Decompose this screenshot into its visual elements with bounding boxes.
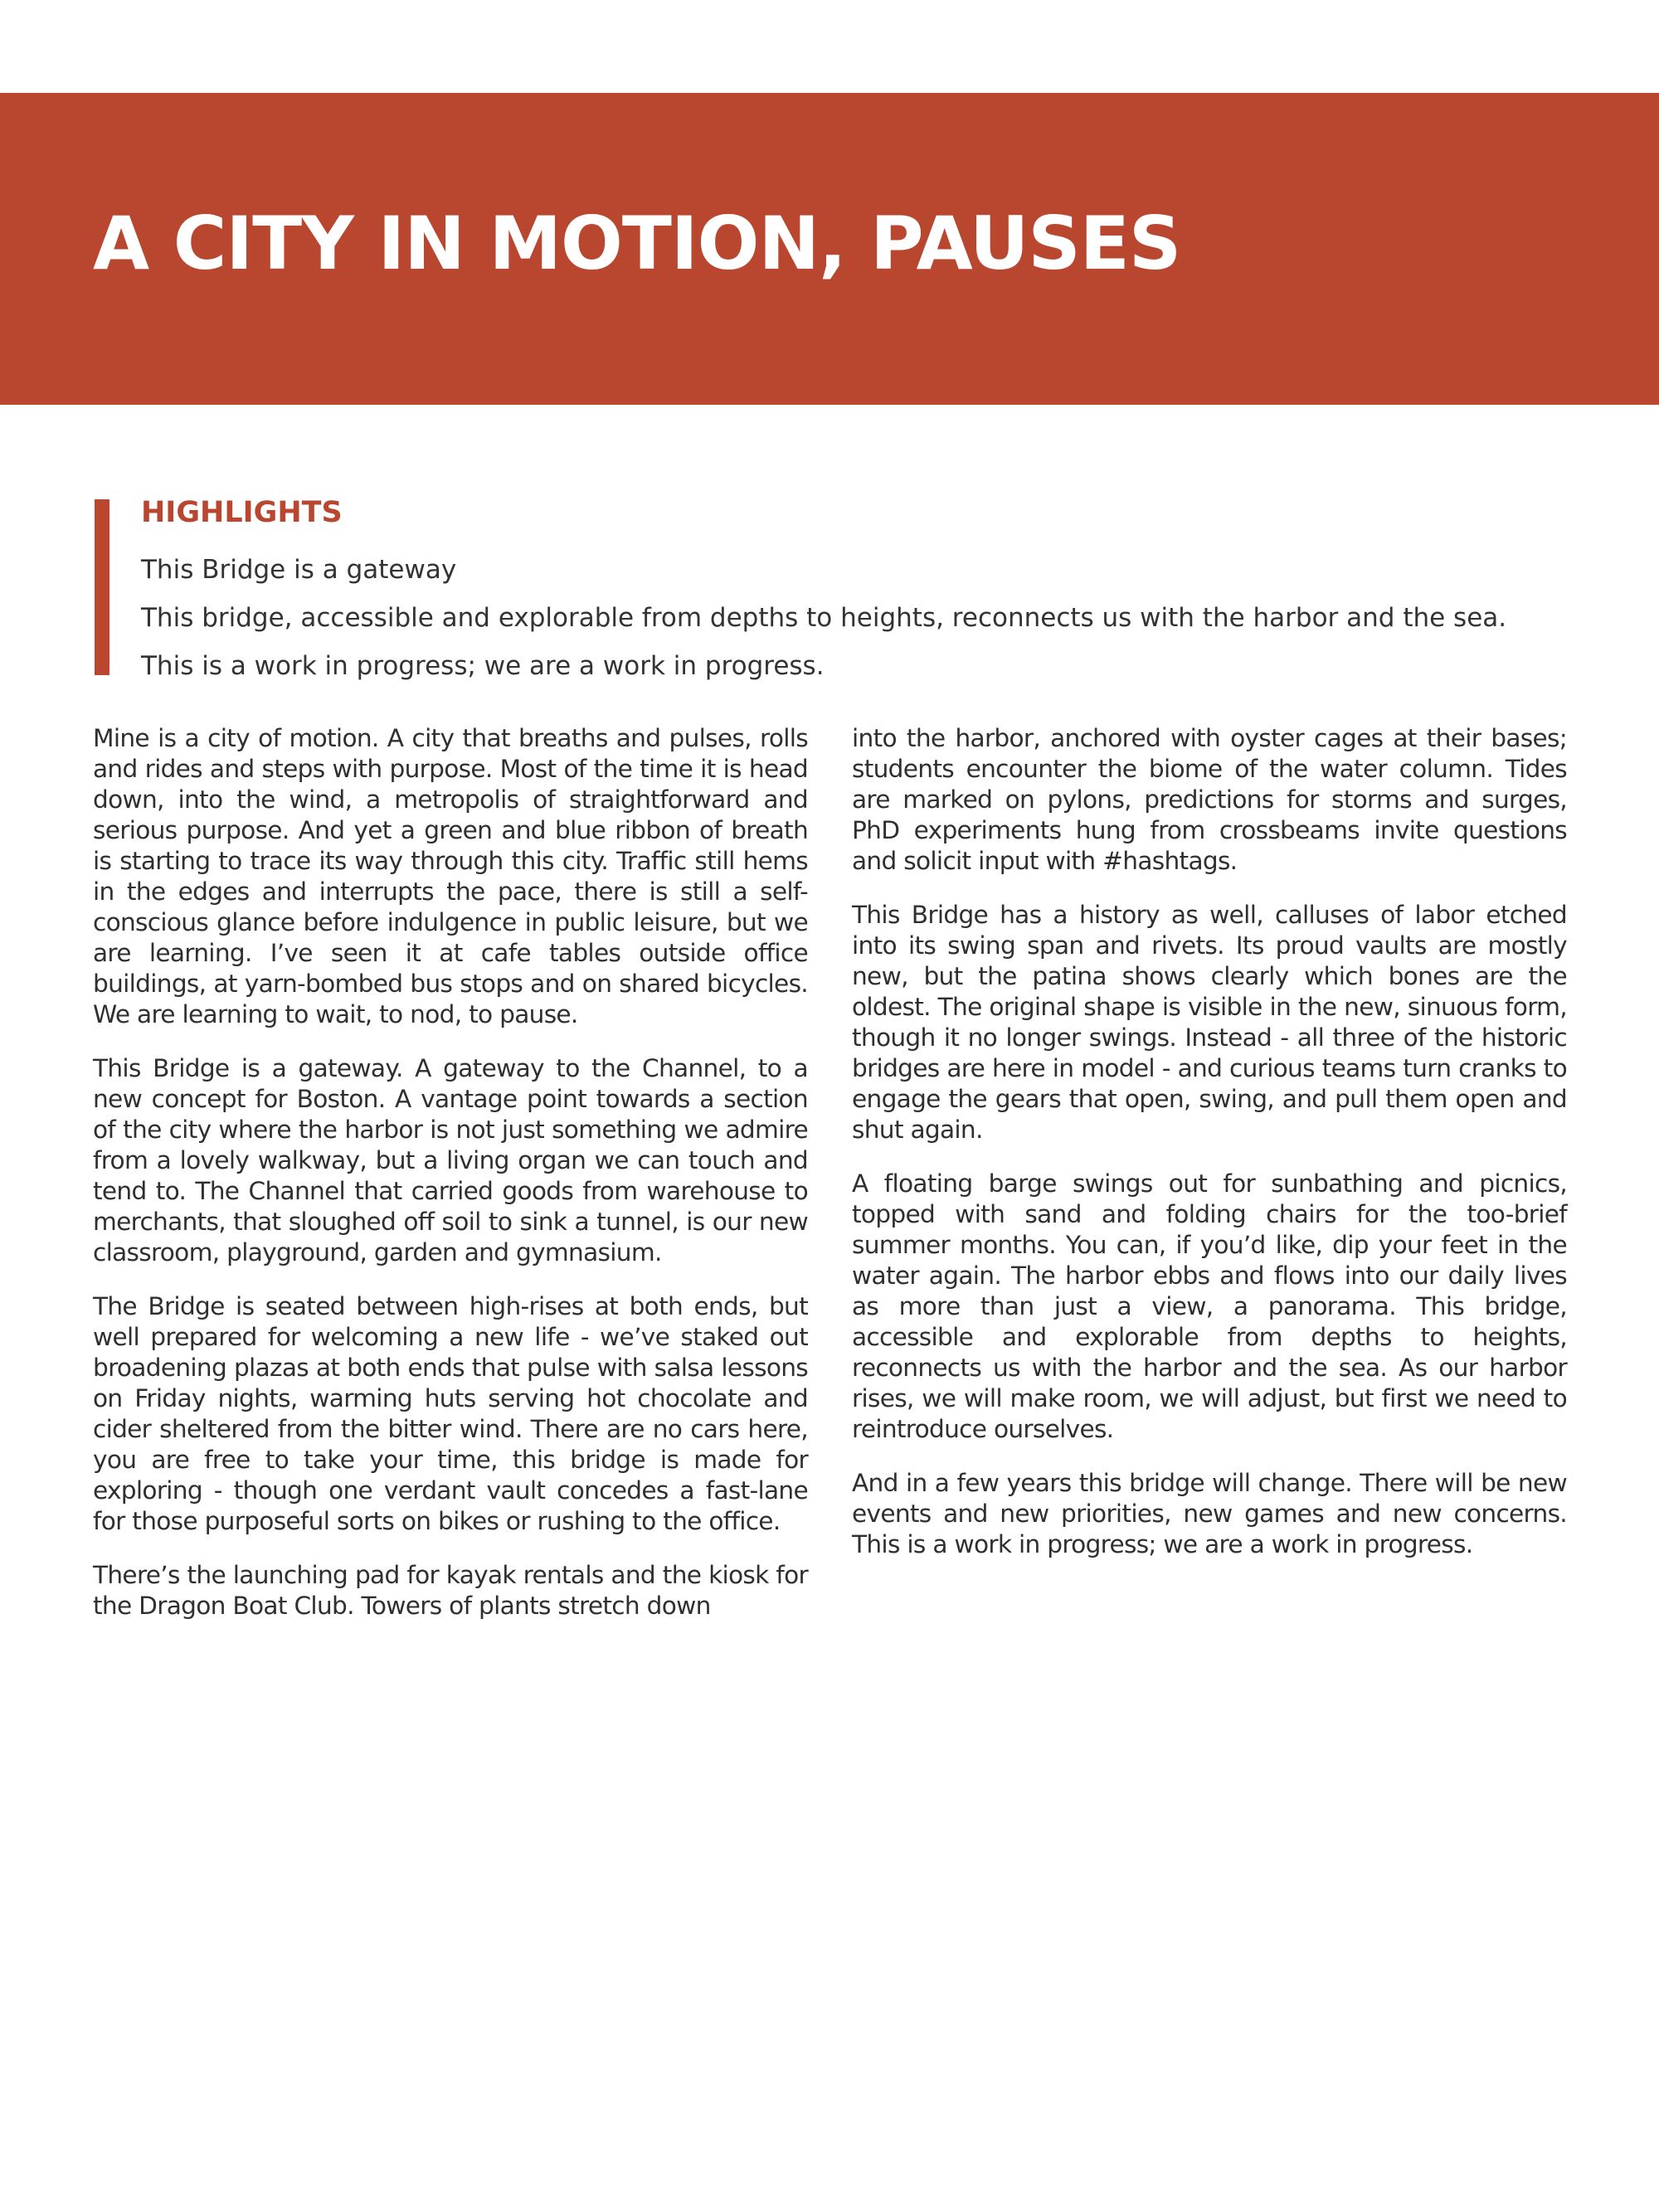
- highlight-item: This Bridge is a gateway: [141, 555, 457, 585]
- body-paragraph: into the harbor, anchored with oyster cages at their bases; students encounter the biome of the water column. Tides are marked on pylons, predictions for storms and surges, PhD experiments hung from crossbeams invite questions and solicit input with #hashtags.: [852, 724, 1567, 875]
- highlight-item: This is a work in progress; we are a work in progress.: [141, 651, 825, 681]
- body-paragraph: This Bridge has a history as well, calluses of labor etched into its swing span and rivets. Its proud vaults are mostly new, but the patina shows clearly which bones are the oldest. The original shape is visible in the new, sinuous form, though it no longer swings. Instead - all three of the historic bridges are here in model - and curious teams turn cranks to engage the gears that open, swing, and pull them open and shut again.: [852, 901, 1567, 1144]
- body-paragraph: A floating barge swings out for sunbathing and picnics, topped with sand and folding chairs for the too-brief summer months. You can, if you’d like, dip your feet in the water again. The harbor ebbs and flows into our daily lives as more than just a view, a panorama. This bridge, accessible and explorable from depths to heights, reconnects us with the harbor and the sea. As our harbor rises, we will make room, we will adjust, but first we need to reintroduce ourselves.: [852, 1169, 1567, 1443]
- body-paragraph: The Bridge is seated between high-rises at both ends, but well prepared for welcoming a new life - we’ve staked out broadening plazas at both ends that pulse with salsa lessons on Friday nights, warming huts serving hot chocolate and cider sheltered from the bitter wind. There are no cars here, you are free to take your time, this bridge is made for exploring - though one verdant vault concedes a fast-lane for those purposeful sorts on bikes or rushing to the office.: [93, 1292, 808, 1535]
- page-title: A CITY IN MOTION, PAUSES: [93, 201, 1181, 286]
- body-column-left: [93, 723, 808, 1645]
- highlights-box: [95, 496, 1588, 681]
- body-paragraph: This Bridge is a gateway. A gateway to the Channel, to a new concept for Boston. A vantage point towards a section of the city where the harbor is not just something we admire from a lovely walkway, but a living organ we can touch and tend to. The Channel that carried goods from warehouse to merchants, that sloughed off soil to sink a tunnel, is our new classroom, playground, garden and gymnasium.: [93, 1054, 808, 1266]
- body-paragraph: There’s the launching pad for kayak rentals and the kiosk for the Dragon Boat Club. Towers of plants stretch down: [93, 1561, 808, 1620]
- highlights-accent-bar: [95, 499, 109, 675]
- body-paragraph: And in a few years this bridge will change. There will be new events and new priorities, new games and new concerns. This is a work in progress; we are a work in progress.: [852, 1469, 1567, 1558]
- body-paragraph: Mine is a city of motion. A city that breaths and pulses, rolls and rides and steps with purpose. Most of the time it is head down, into the wind, a metropolis of straightforward and serious purpose. And yet a green and blue ribbon of breath is starting to trace its way through this city. Traffic still hems in the edges and interrupts the pace, there is still a self-conscious glance before indulgence in public leisure, but we are learning. I’ve seen it at cafe tables outside office buildings, at yarn-bombed bus stops and on shared bicycles. We are learning to wait, to nod, to pause.: [93, 724, 808, 1028]
- highlights-list: [141, 546, 1506, 690]
- highlight-item: This bridge, accessible and explorable from depths to heights, reconnects us with the harbor and the sea.: [141, 603, 1507, 633]
- highlights-heading: HIGHLIGHTS: [141, 496, 343, 529]
- body-column-right: [852, 723, 1567, 1583]
